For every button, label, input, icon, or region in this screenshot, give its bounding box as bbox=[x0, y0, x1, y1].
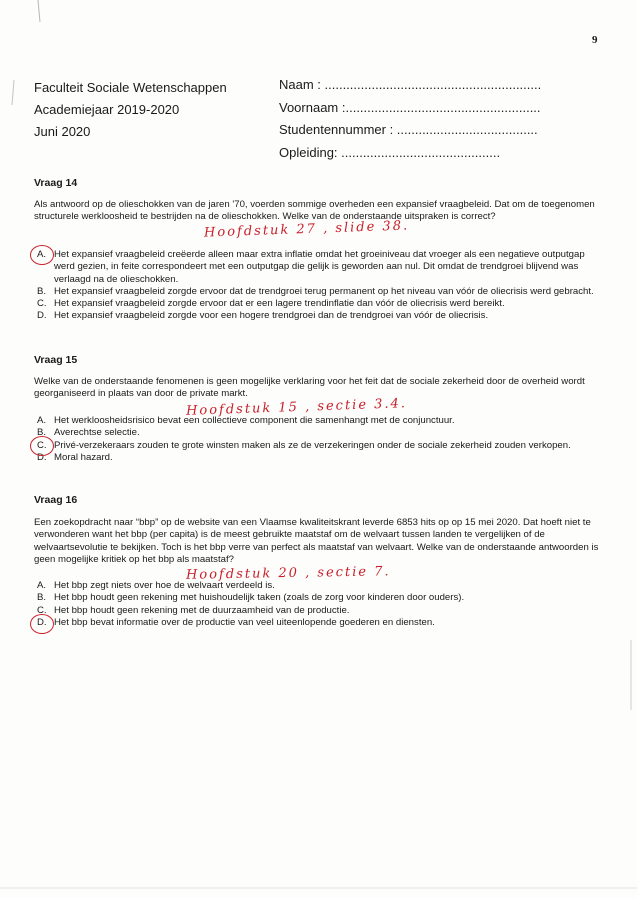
option-text: Het expansief vraagbeleid zorgde ervoor dat de trendgroei terug permanent op het niveau van vóór de oliecrisis werd gebracht. bbox=[54, 285, 594, 297]
option-text: Het bbp houdt geen rekening met huishoudelijk taken (zoals de zorg voor kinderen door ouders). bbox=[54, 592, 465, 604]
option-text: Het expansief vraagbeleid zorgde ervoor dat er een lagere trendinflatie dan vóór de oliecrisis werd bereikt. bbox=[54, 298, 505, 310]
option-15-c bbox=[34, 440, 604, 452]
question-16-text: Een zoekopdracht naar “bbp” op de website van een Vlaamse kwaliteitskrant leverde 6853 hits op op 15 mei 2020. Dat hoeft niet te verwonderen want het bbp (per capita) is de meest gebruikte maatstaf om de welvaart tussen landen te vergelijken of de welvaartsevolutie te bekijken. Toch is het bbp verre van perfect als maatstaf van welvaart. Welke van de onderstaande antwoorden is geen mogelijke kritiek op het bbp als maatstaf? bbox=[34, 517, 599, 565]
option-15-b bbox=[34, 427, 604, 439]
option-text: Moral hazard. bbox=[54, 451, 113, 463]
name-field: Naam : ............................................................ bbox=[279, 77, 542, 92]
student-number-field: Studentennummer : ....................................... bbox=[279, 122, 538, 137]
header-fields bbox=[279, 74, 541, 164]
option-14-c bbox=[34, 298, 604, 310]
answer-circle-16 bbox=[30, 614, 54, 634]
option-letter: C. bbox=[37, 604, 47, 616]
answer-circle-15 bbox=[30, 436, 54, 456]
faculty-name: Faculteit Sociale Wetenschappen bbox=[34, 80, 227, 95]
option-16-a bbox=[34, 580, 604, 592]
option-16-c bbox=[34, 605, 604, 617]
option-14-b bbox=[34, 286, 604, 298]
option-letter: D. bbox=[37, 451, 47, 463]
option-14-a bbox=[34, 249, 604, 286]
program-field: Opleiding: ............................................ bbox=[279, 144, 501, 160]
option-letter: C. bbox=[37, 439, 47, 451]
option-text: Het bbp zegt niets over hoe de welvaart verdeeld is. bbox=[54, 580, 275, 591]
question-15-title: Vraag 15 bbox=[34, 354, 78, 366]
option-14-d bbox=[34, 310, 604, 322]
option-letter: A. bbox=[37, 580, 47, 591]
option-16-b bbox=[34, 592, 604, 604]
option-letter: B. bbox=[37, 285, 47, 297]
question-16-annotation: Hoofdstuk 20 , sectie 7. bbox=[185, 564, 391, 583]
option-text: Het bbp houdt geen rekening met de duurzaamheid van de productie. bbox=[54, 604, 350, 616]
option-text: Het werkloosheidsrisico bevat een collectieve component die samenhangt met de conjunctuur. bbox=[54, 415, 455, 426]
question-14-options bbox=[34, 249, 604, 323]
exam-date: Juni 2020 bbox=[34, 124, 91, 139]
question-16-options bbox=[34, 580, 604, 629]
option-text: Het bbp bevat informatie over de productie van veel uiteenlopende goederen en diensten. bbox=[54, 616, 435, 628]
page-number: 9 bbox=[592, 34, 598, 46]
question-14-title: Vraag 14 bbox=[34, 177, 78, 189]
option-letter: A. bbox=[37, 249, 47, 260]
option-text: Privé-verzekeraars zouden te grote winsten maken als ze de verzekeringen onder de sociale zekerheid zouden verkopen. bbox=[54, 439, 571, 451]
option-letter: D. bbox=[37, 310, 47, 322]
option-16-d bbox=[34, 617, 604, 629]
question-14-annotation: Hoofdstuk 27 , slide 38. bbox=[203, 218, 410, 241]
option-text: Het expansief vraagbeleid zorgde voor een hogere trendgroei dan de trendgroei van vóór de oliecrisis. bbox=[54, 310, 489, 322]
question-15-text: Welke van de onderstaande fenomenen is geen mogelijke verklaring voor het feit dat de sociale zekerheid door de overheid wordt georganiseerd in plaats van door de private markt. bbox=[34, 376, 585, 400]
question-16-title: Vraag 16 bbox=[34, 494, 78, 506]
option-letter: C. bbox=[37, 298, 47, 310]
option-letter: B. bbox=[37, 427, 47, 439]
question-15-annotation: Hoofdstuk 15 , sectie 3.4. bbox=[185, 396, 408, 419]
option-letter: B. bbox=[37, 592, 47, 604]
question-14-text: Als antwoord op de olieschokken van de jaren '70, voerden sommige overheden een expansief vraagbeleid. Dat om de toegenomen structurele werkloosheid te bestrijden na de olieschokken. Welke van de onderstaande uitspraken is correct? bbox=[34, 199, 595, 223]
option-letter: A. bbox=[37, 415, 47, 426]
academic-year: Academiejaar 2019-2020 bbox=[34, 102, 180, 117]
option-text: Het expansief vraagbeleid creëerde alleen maar extra inflatie omdat het groeiniveau dat vroeger als een negatieve outputgap werd gezien, in feite correspondeert met een outputgap die gelijk is geworden aan nul. Dit omdat de trendgroei blijvend was verlaagd na de olieschokken. bbox=[54, 249, 585, 285]
header-left bbox=[34, 77, 227, 143]
option-letter: D. bbox=[37, 616, 47, 628]
question-15-options bbox=[34, 415, 604, 464]
answer-circle-14 bbox=[30, 245, 54, 265]
first-name-field: Voornaam :...................................................... bbox=[279, 99, 541, 115]
option-15-a bbox=[34, 415, 604, 427]
option-15-d bbox=[34, 452, 604, 464]
option-text: Averechtse selectie. bbox=[54, 427, 140, 439]
